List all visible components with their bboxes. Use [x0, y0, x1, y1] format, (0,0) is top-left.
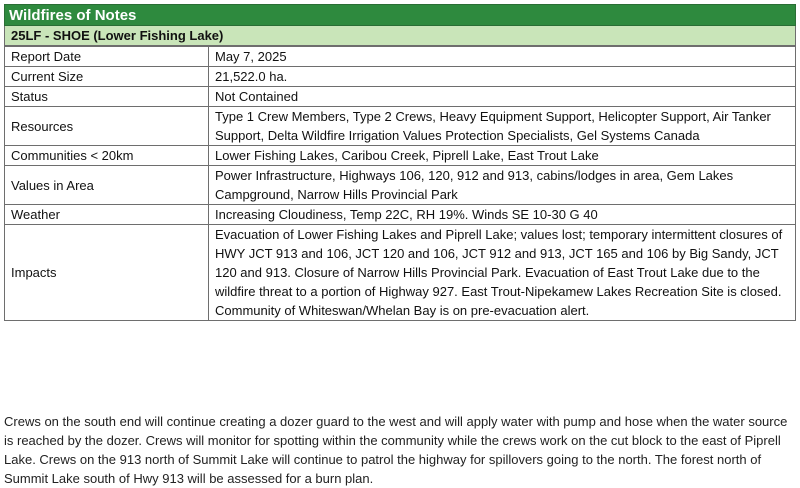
row-label: Status — [5, 87, 209, 107]
table-row-impacts — [5, 225, 796, 321]
table-row-weather — [5, 205, 796, 225]
fire-name-heading: 25LF - SHOE (Lower Fishing Lake) — [4, 26, 796, 46]
fire-details-table — [4, 46, 796, 321]
table-row-report-date — [5, 47, 796, 67]
row-value: Evacuation of Lower Fishing Lakes and Piprell Lake; values lost; temporary intermittent closures of HWY JCT 913 and 106, JCT 120 and 106, JCT 912 and 913, JCT 165 and 106 by Big Sandy, JCT 120 and 913. Closure of Narrow Hills Provincial Park. Evacuation of East Trout Lake due to the wildfire threat to a portion of Highway 927. East Trout-Nipekamew Lakes Recreation Site is closed. Community of Whiteswan/Whelan Bay is on pre-evacuation alert. — [209, 225, 796, 321]
row-value: Not Contained — [209, 87, 796, 107]
row-label: Report Date — [5, 47, 209, 67]
table-row-values-in-area — [5, 166, 796, 205]
table-row-resources — [5, 107, 796, 146]
row-label: Resources — [5, 107, 209, 146]
table-row-status — [5, 87, 796, 107]
row-label: Current Size — [5, 67, 209, 87]
row-value: May 7, 2025 — [209, 47, 796, 67]
report-title: Wildfires of Notes — [4, 4, 796, 26]
operations-narrative: Crews on the south end will continue creating a dozer guard to the west and will apply water with pump and hose when the water source is reached by the dozer. Crews will monitor for spotting within the community while the crews work on the cut block to the east of Piprell Lake. Crews on the 913 north of Summit Lake will continue to patrol the highway for spillovers going to the north. The forest north of Summit Lake south of Hwy 913 will be assessed for a burn plan. — [4, 414, 788, 486]
table-row-current-size — [5, 67, 796, 87]
wildfire-report — [4, 4, 796, 321]
table-row-communities — [5, 146, 796, 166]
row-label: Impacts — [5, 225, 209, 321]
row-value: Type 1 Crew Members, Type 2 Crews, Heavy Equipment Support, Helicopter Support, Air Tanker Support, Delta Wildfire Irrigation Values Protection Specialists, Gel Systems Canada — [209, 107, 796, 146]
row-label: Weather — [5, 205, 209, 225]
row-value: Lower Fishing Lakes, Caribou Creek, Piprell Lake, East Trout Lake — [209, 146, 796, 166]
row-label: Values in Area — [5, 166, 209, 205]
row-value: 21,522.0 ha. — [209, 67, 796, 87]
row-value: Power Infrastructure, Highways 106, 120, 912 and 913, cabins/lodges in area, Gem Lakes Campground, Narrow Hills Provincial Park — [209, 166, 796, 205]
row-label: Communities < 20km — [5, 146, 209, 166]
row-value: Increasing Cloudiness, Temp 22C, RH 19%. Winds SE 10-30 G 40 — [209, 205, 796, 225]
